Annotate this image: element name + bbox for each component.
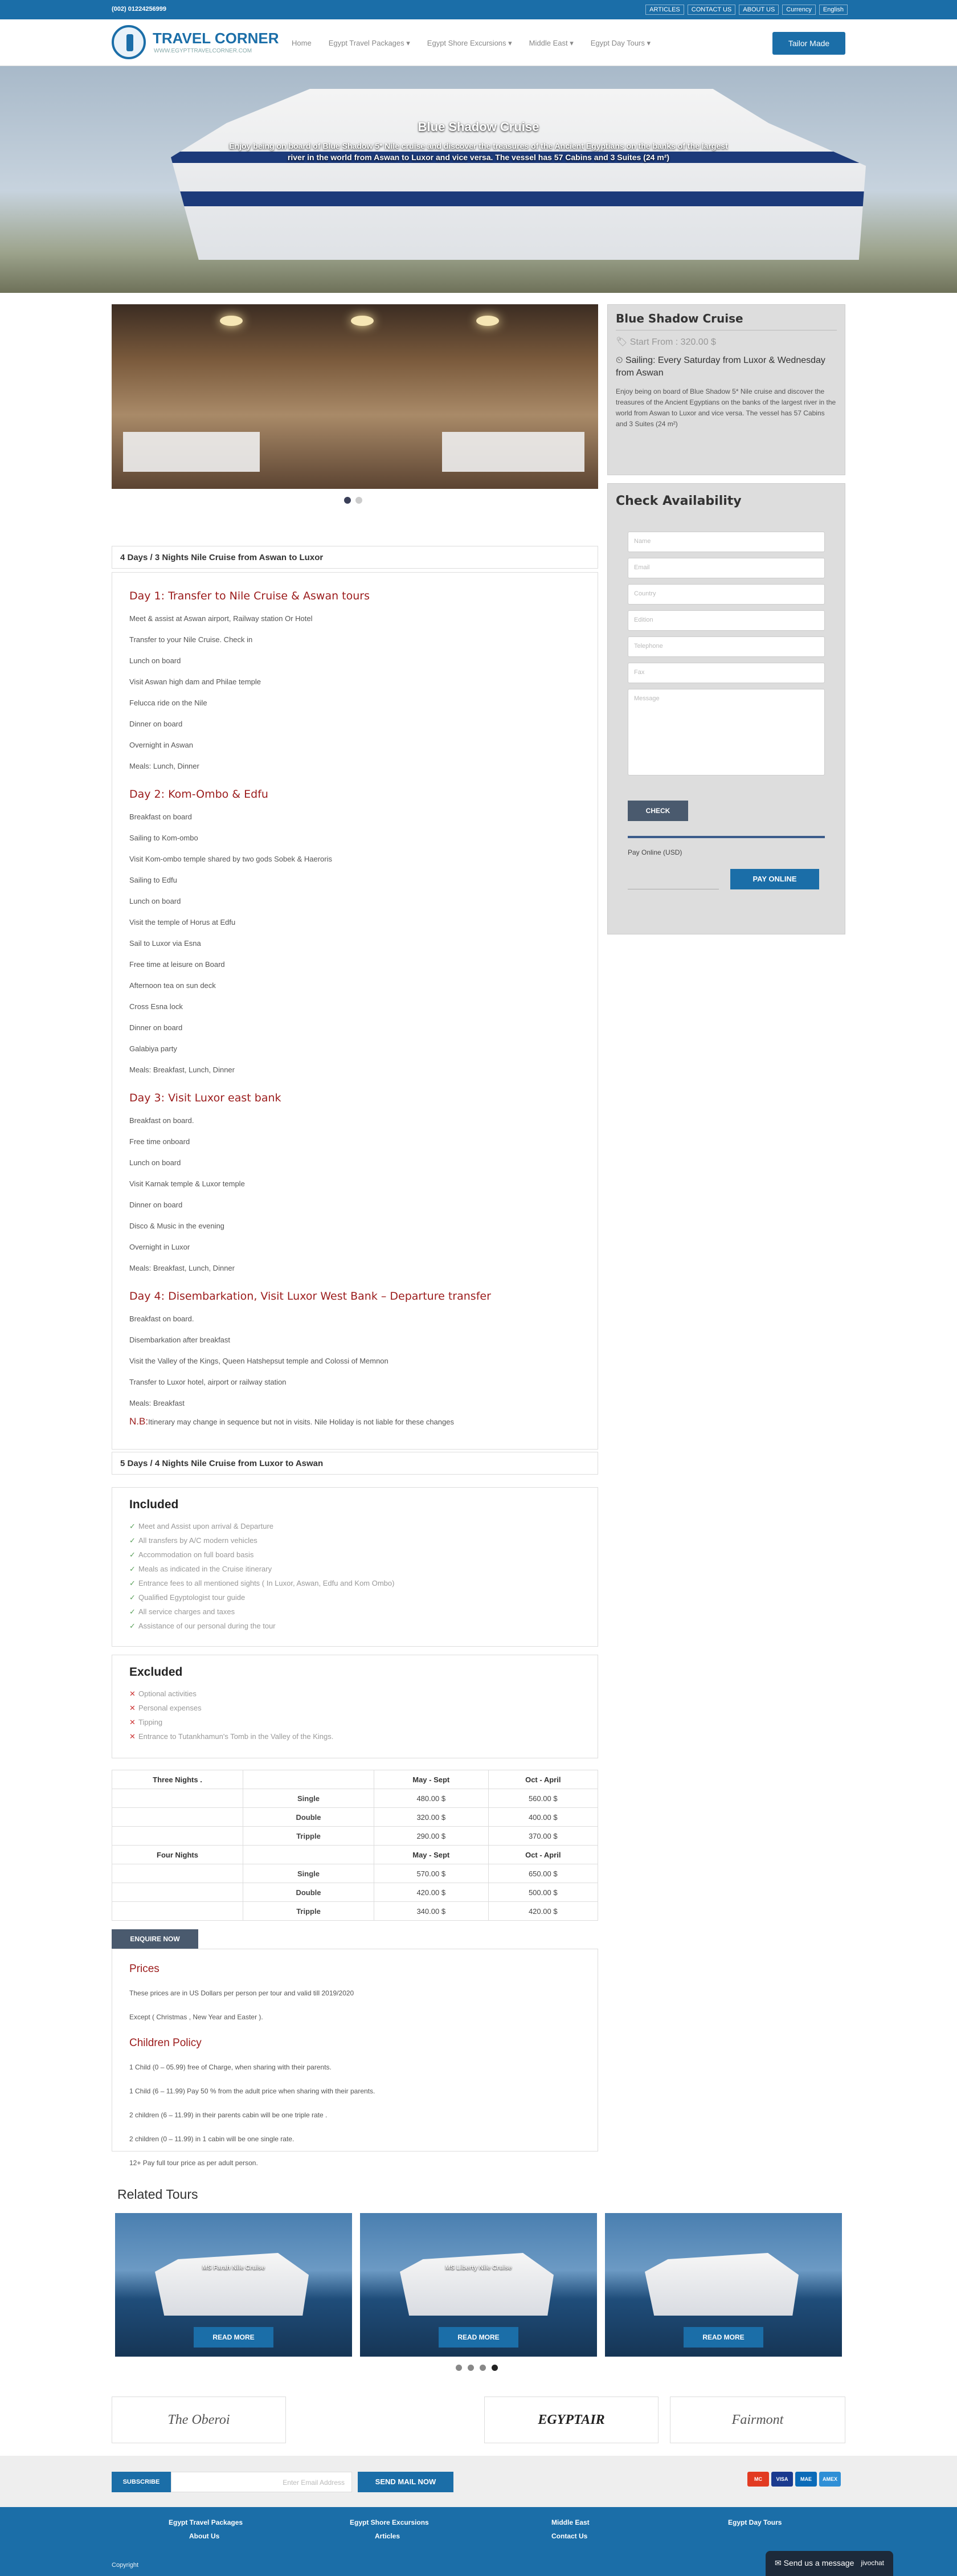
divider xyxy=(628,836,825,838)
related-tour-card[interactable] xyxy=(360,2213,597,2357)
nav-shore-excursions[interactable]: Egypt Shore Excursions ▾ xyxy=(427,39,512,47)
card-caption: MS Liberty Nile Cruise xyxy=(445,2264,512,2271)
itinerary-item: Sailing to Edfu xyxy=(129,876,177,884)
rates-row xyxy=(112,1883,598,1902)
rate-value: 290.00 $ xyxy=(374,1827,489,1846)
rate-value: 370.00 $ xyxy=(488,1827,598,1846)
itinerary-item: Breakfast on board. xyxy=(129,1314,194,1323)
itinerary-item: Visit Karnak temple & Luxor temple xyxy=(129,1179,245,1188)
excluded-item xyxy=(129,1732,598,1746)
carousel-dots xyxy=(456,2365,498,2371)
sailing-info: Sailing: Every Saturday from Luxor & Wednesday from Aswan xyxy=(616,356,825,378)
fax-input[interactable]: Fax xyxy=(628,663,825,683)
maestro-icon: MAE xyxy=(795,2472,817,2487)
rates-blank-cell xyxy=(243,1846,374,1864)
header xyxy=(0,19,957,66)
itinerary-item: Dinner on board xyxy=(129,720,183,728)
children-line: 2 children (6 – 11.99) in their parents cabin will be one triple rate . xyxy=(129,2111,328,2119)
footer-link[interactable]: About Us xyxy=(189,2532,220,2540)
check-icon: ✓ xyxy=(129,1622,136,1630)
check-availability-form xyxy=(607,483,845,934)
subscribe-bar xyxy=(0,2456,957,2507)
amex-icon: AMEX xyxy=(819,2472,841,2487)
slider-dot[interactable] xyxy=(355,497,362,504)
related-tour-card[interactable] xyxy=(115,2213,352,2357)
included-panel xyxy=(112,1487,598,1647)
cross-icon: ✕ xyxy=(129,1718,136,1726)
itinerary-item: Lunch on board xyxy=(129,656,181,665)
cross-icon: ✕ xyxy=(129,1704,136,1712)
partner-logo-oberoi[interactable]: The Oberoi xyxy=(112,2397,286,2443)
itinerary-item: Sailing to Kom-ombo xyxy=(129,834,198,842)
footer-link[interactable]: Egypt Shore Excursions xyxy=(350,2518,429,2526)
included-text: Assistance of our personal during the tour xyxy=(138,1622,276,1630)
itinerary-item: Dinner on board xyxy=(129,1201,183,1209)
logo-title[interactable]: TRAVEL CORNER xyxy=(153,30,279,47)
children-line: 1 Child (0 – 05.99) free of Charge, when sharing with their parents. xyxy=(129,2063,332,2071)
currency-selector[interactable]: Currency xyxy=(782,5,816,15)
enquire-now-button[interactable]: ENQUIRE NOW xyxy=(112,1929,198,1949)
check-icon: ✓ xyxy=(129,1607,136,1616)
itinerary-item: Visit the temple of Horus at Edfu xyxy=(129,918,236,926)
children-policy-title: Children Policy xyxy=(129,2037,202,2049)
excluded-text: Entrance to Tutankhamun's Tomb in the Valley of the Kings. xyxy=(138,1732,334,1741)
pay-online-button[interactable]: PAY ONLINE xyxy=(730,869,819,889)
excluded-text: Optional activities xyxy=(138,1689,197,1698)
check-icon: ✓ xyxy=(129,1565,136,1573)
rate-value: 340.00 $ xyxy=(374,1902,489,1921)
footer-link[interactable]: Egypt Travel Packages xyxy=(169,2518,243,2526)
itinerary-item: Free time onboard xyxy=(129,1137,190,1146)
children-line: 2 children (0 – 11.99) in 1 cabin will be one single rate. xyxy=(129,2135,295,2143)
room-type: Single xyxy=(243,1789,374,1808)
itinerary-item: Breakfast on board. xyxy=(129,1116,194,1125)
children-line: 1 Child (6 – 11.99) Pay 50 % from the adult price when sharing with their parents. xyxy=(129,2087,375,2095)
itinerary-item: Meet & assist at Aswan airport, Railway station Or Hotel xyxy=(129,614,313,623)
hero-title: Blue Shadow Cruise xyxy=(418,120,539,134)
phone-number[interactable]: (002) 01224256999 xyxy=(112,6,167,13)
slider-dots xyxy=(344,497,362,504)
rates-blank-cell xyxy=(112,1864,243,1883)
included-item xyxy=(129,1579,598,1593)
prices-panel xyxy=(112,1949,598,2167)
itinerary-item: Transfer to Luxor hotel, airport or railway station xyxy=(129,1378,287,1386)
itinerary-item: Overnight in Aswan xyxy=(129,741,194,749)
rates-row xyxy=(112,1864,598,1883)
related-tours-title: Related Tours xyxy=(117,2187,198,2202)
rates-blank-cell xyxy=(112,1883,243,1902)
send-mail-button[interactable]: SEND MAIL NOW xyxy=(358,2472,453,2492)
check-icon: ✓ xyxy=(129,1536,136,1545)
footer-link[interactable]: Contact Us xyxy=(551,2532,588,2540)
top-bar xyxy=(0,0,957,19)
itinerary-item: Visit Kom-ombo temple shared by two gods Sobek & Haeroris xyxy=(129,855,332,863)
clock-icon: ⏲ xyxy=(616,356,625,365)
included-text: All transfers by A/C modern vehicles xyxy=(138,1536,257,1545)
itinerary-item: Visit the Valley of the Kings, Queen Hatshepsut temple and Colossi of Memnon xyxy=(129,1357,388,1365)
footer-link[interactable]: Articles xyxy=(375,2532,400,2540)
subscribe-email-input[interactable]: Enter Email Address xyxy=(171,2472,352,2492)
cruise-summary xyxy=(607,304,845,475)
carousel-dot[interactable] xyxy=(480,2365,486,2371)
rates-row xyxy=(112,1789,598,1808)
excluded-text: Personal expenses xyxy=(138,1704,202,1712)
check-icon: ✓ xyxy=(129,1522,136,1530)
included-text: Qualified Egyptologist tour guide xyxy=(138,1593,246,1602)
rates-blank-cell xyxy=(112,1902,243,1921)
mastercard-icon: MC xyxy=(747,2472,769,2487)
rates-row xyxy=(112,1808,598,1827)
itinerary-item: Galabiya party xyxy=(129,1044,177,1053)
day-title: Day 2: Kom-Ombo & Edfu xyxy=(129,788,268,801)
rates-row xyxy=(112,1827,598,1846)
subscribe-label: SUBSCRIBE xyxy=(112,2472,171,2492)
partner-logo-egyptair[interactable]: EGYPTAIR xyxy=(484,2397,659,2443)
excluded-text: Tipping xyxy=(138,1718,163,1726)
room-type: Double xyxy=(243,1883,374,1902)
rate-value: 560.00 $ xyxy=(488,1789,598,1808)
check-icon: ✓ xyxy=(129,1579,136,1587)
itinerary-item: Meals: Breakfast, Lunch, Dinner xyxy=(129,1065,235,1074)
room-type: Double xyxy=(243,1808,374,1827)
telephone-input[interactable]: Telephone xyxy=(628,636,825,657)
summary-description: Enjoy being on board of Blue Shadow 5* Nile cruise and discover the treasures of the Ancient Egyptians on the banks of the largest river in the world from Aswan to Luxor and vice versa. The vessel has 57 Cabins and 3 Suites (24 m²) xyxy=(616,387,836,428)
rates-blank-cell xyxy=(112,1827,243,1846)
check-button[interactable]: CHECK xyxy=(628,801,688,821)
itinerary-item: Disembarkation after breakfast xyxy=(129,1336,231,1344)
room-type: Tripple xyxy=(243,1902,374,1921)
chat-icon: ✉ xyxy=(775,2558,784,2567)
cross-icon: ✕ xyxy=(129,1732,136,1741)
nav-middle-east[interactable]: Middle East ▾ xyxy=(529,39,574,47)
partner-logo-fairmont[interactable]: Fairmont xyxy=(670,2397,845,2443)
image-slider[interactable] xyxy=(112,304,598,489)
excluded-item xyxy=(129,1689,598,1704)
included-item xyxy=(129,1593,598,1607)
articles-link[interactable]: ARTICLES xyxy=(645,5,684,15)
itinerary-item: Disco & Music in the evening xyxy=(129,1222,224,1230)
included-text: Meals as indicated in the Cruise itinerary xyxy=(138,1565,272,1573)
itinerary-note xyxy=(129,1416,598,1427)
email-input[interactable]: Email xyxy=(628,558,825,578)
included-text: Entrance fees to all mentioned sights ( In Luxor, Aswan, Edfu and Kom Ombo) xyxy=(138,1579,395,1587)
visa-icon: VISA xyxy=(771,2472,793,2487)
included-item xyxy=(129,1522,598,1536)
logo-subtitle: WWW.EGYPTTRAVELCORNER.COM xyxy=(154,48,252,54)
check-title: Check Availability xyxy=(616,494,742,508)
logo-icon[interactable] xyxy=(112,25,146,59)
itinerary-item: Free time at leisure on Board xyxy=(129,960,225,969)
itinerary-toggle-1[interactable]: 4 Days / 3 Nights Nile Cruise from Aswan to Luxor xyxy=(112,546,598,569)
related-tour-card[interactable] xyxy=(605,2213,842,2357)
day-title: Day 1: Transfer to Nile Cruise & Aswan tours xyxy=(129,590,370,602)
itinerary-item: Overnight in Luxor xyxy=(129,1243,190,1251)
rate-value: 320.00 $ xyxy=(374,1808,489,1827)
included-text: All service charges and taxes xyxy=(138,1607,235,1616)
rates-group-label: Three Nights . xyxy=(112,1770,243,1789)
room-type: Single xyxy=(243,1864,374,1883)
footer-link[interactable]: Middle East xyxy=(551,2518,590,2526)
included-item xyxy=(129,1565,598,1579)
chat-widget[interactable] xyxy=(766,2551,893,2576)
rates-group-label: Four Nights xyxy=(112,1846,243,1864)
itinerary-item: Dinner on board xyxy=(129,1023,183,1032)
included-title: Included xyxy=(129,1498,179,1511)
pay-amount-input[interactable] xyxy=(628,869,719,889)
hero-text: Enjoy being on board of Blue Shadow 5* Nile cruise and discover the treasures of the Ancient Egyptians on the banks of the largest river in the world from Aswan to Luxor and vice versa. The vessel has 57 Cabins and 3 Suites (24 m²) xyxy=(229,141,728,162)
pay-online-label: Pay Online (USD) xyxy=(628,848,682,856)
read-more-button[interactable]: READ MORE xyxy=(194,2327,273,2348)
check-icon: ✓ xyxy=(129,1593,136,1602)
chat-label: Send us a message xyxy=(783,2558,854,2567)
rates-blank-cell xyxy=(112,1808,243,1827)
included-item xyxy=(129,1607,598,1622)
rates-header-row xyxy=(112,1770,598,1789)
included-text: Meet and Assist upon arrival & Departure xyxy=(138,1522,274,1530)
carousel-dot[interactable] xyxy=(456,2365,462,2371)
hero-banner xyxy=(0,66,957,293)
rate-value: 480.00 $ xyxy=(374,1789,489,1808)
prices-line: Except ( Christmas , New Year and Easter ). xyxy=(129,2013,263,2021)
rate-value: 400.00 $ xyxy=(488,1808,598,1827)
main-nav xyxy=(292,39,651,48)
rates-season: Oct - April xyxy=(488,1846,598,1864)
included-text: Accommodation on full board basis xyxy=(138,1550,254,1559)
itinerary-item: Lunch on board xyxy=(129,1158,181,1167)
summary-title: Blue Shadow Cruise xyxy=(616,312,837,330)
slider-dot[interactable] xyxy=(344,497,351,504)
tailor-made-button[interactable]: Tailor Made xyxy=(772,32,845,55)
rate-value: 420.00 $ xyxy=(488,1902,598,1921)
nav-home[interactable]: Home xyxy=(292,39,312,47)
read-more-button[interactable]: READ MORE xyxy=(684,2327,763,2348)
rates-blank-cell xyxy=(112,1789,243,1808)
room-type: Tripple xyxy=(243,1827,374,1846)
carousel-dot[interactable] xyxy=(468,2365,474,2371)
included-item xyxy=(129,1536,598,1550)
itinerary-item: Visit Aswan high dam and Philae temple xyxy=(129,677,261,686)
itinerary-item: Meals: Lunch, Dinner xyxy=(129,762,199,770)
carousel-dot[interactable] xyxy=(492,2365,498,2371)
rates-blank-cell xyxy=(243,1770,374,1789)
itinerary-item: Sail to Luxor via Esna xyxy=(129,939,201,948)
rate-value: 570.00 $ xyxy=(374,1864,489,1883)
prices-title: Prices xyxy=(129,1963,160,1975)
itinerary-item: Cross Esna lock xyxy=(129,1002,183,1011)
excluded-item xyxy=(129,1704,598,1718)
copyright: Copyright xyxy=(112,2562,139,2569)
rate-value: 650.00 $ xyxy=(488,1864,598,1883)
read-more-button[interactable]: READ MORE xyxy=(439,2327,518,2348)
message-textarea[interactable]: Message xyxy=(628,689,825,775)
check-icon: ✓ xyxy=(129,1550,136,1559)
included-item xyxy=(129,1622,598,1636)
included-item xyxy=(129,1550,598,1565)
day-title: Day 4: Disembarkation, Visit Luxor West Bank – Departure transfer xyxy=(129,1290,491,1303)
itinerary-item: Meals: Breakfast xyxy=(129,1399,185,1407)
itinerary-item: Lunch on board xyxy=(129,897,181,905)
rates-season: Oct - April xyxy=(488,1770,598,1789)
itinerary-panel xyxy=(112,572,598,1450)
prices-line: These prices are in US Dollars per person per tour and valid till 2019/2020 xyxy=(129,1989,354,1997)
itinerary-item: Meals: Breakfast, Lunch, Dinner xyxy=(129,1264,235,1272)
chat-brand: jivochat xyxy=(861,2559,884,2567)
nav-day-tours[interactable]: Egypt Day Tours ▾ xyxy=(590,39,651,47)
rates-row xyxy=(112,1902,598,1921)
rates-season: May - Sept xyxy=(374,1846,489,1864)
rates-season: May - Sept xyxy=(374,1770,489,1789)
rates-table xyxy=(112,1770,598,1921)
payment-cards xyxy=(747,2472,841,2487)
note-label: N.B: xyxy=(129,1416,149,1427)
excluded-title: Excluded xyxy=(129,1665,183,1679)
itinerary-item: Felucca ride on the Nile xyxy=(129,699,207,707)
excluded-panel xyxy=(112,1655,598,1758)
about-link[interactable]: ABOUT US xyxy=(739,5,779,15)
tag-icon: 🏷 xyxy=(616,337,630,347)
itinerary-toggle-2[interactable]: 5 Days / 4 Nights Nile Cruise from Luxor to Aswan xyxy=(112,1452,598,1475)
footer-link[interactable]: Egypt Day Tours xyxy=(728,2518,782,2526)
language-selector[interactable]: English xyxy=(819,5,848,15)
cross-icon: ✕ xyxy=(129,1689,136,1698)
day-title: Day 3: Visit Luxor east bank xyxy=(129,1092,281,1104)
itinerary-item: Transfer to your Nile Cruise. Check in xyxy=(129,635,253,644)
contact-link[interactable]: CONTACT US xyxy=(688,5,736,15)
name-input[interactable]: Name xyxy=(628,532,825,552)
note-text: Itinerary may change in sequence but not in visits. Nile Holiday is not liable for these changes xyxy=(148,1418,454,1426)
children-line: 12+ Pay full tour price as per adult person. xyxy=(129,2159,258,2167)
excluded-item xyxy=(129,1718,598,1732)
rate-value: 420.00 $ xyxy=(374,1883,489,1902)
itinerary-item: Afternoon tea on sun deck xyxy=(129,981,216,990)
rates-header-row xyxy=(112,1846,598,1864)
rate-value: 500.00 $ xyxy=(488,1883,598,1902)
nav-travel-packages[interactable]: Egypt Travel Packages ▾ xyxy=(328,39,410,47)
itinerary-item: Breakfast on board xyxy=(129,813,192,821)
hero-ship-image xyxy=(171,89,866,260)
start-price: Start From : 320.00 $ xyxy=(629,337,716,347)
edition-input[interactable]: Edition xyxy=(628,610,825,631)
country-input[interactable]: Country xyxy=(628,584,825,605)
card-caption: MS Farah Nile Cruise xyxy=(202,2264,265,2271)
